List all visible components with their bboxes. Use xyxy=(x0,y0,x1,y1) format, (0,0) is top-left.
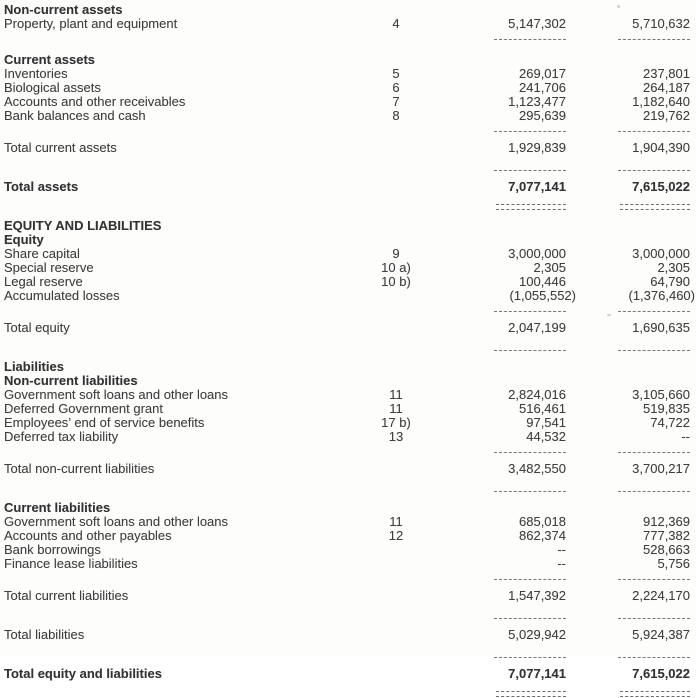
amount-prior-year: 7,615,022 xyxy=(632,666,690,681)
section-title: Liabilities xyxy=(4,359,64,374)
amount-prior-year: 519,835 xyxy=(643,401,690,416)
section-row xyxy=(4,3,690,17)
amount-current-year: 1,929,839 xyxy=(508,140,566,155)
amount-prior-year: 64,790 xyxy=(650,274,690,289)
line-item-row xyxy=(4,388,690,402)
amount-current-year: 269,017 xyxy=(519,66,566,81)
section-row xyxy=(4,501,690,515)
dashed-rule xyxy=(426,123,566,133)
note-ref: 11 xyxy=(389,401,403,416)
separator-row xyxy=(4,31,690,41)
row-label: Deferred tax liability xyxy=(4,429,119,444)
dashed-rule xyxy=(566,610,690,620)
amount-prior-year: 1,182,640 xyxy=(632,94,690,109)
note-ref: 4 xyxy=(392,16,400,31)
amount-prior-year: 912,369 xyxy=(643,514,690,529)
section-row xyxy=(4,233,690,247)
line-item-row xyxy=(4,529,690,543)
total-row xyxy=(4,454,690,483)
separator-row xyxy=(4,444,690,454)
total-row xyxy=(4,659,690,688)
amount-current-year: 1,547,392 xyxy=(508,588,566,603)
amount-current-year: 2,824,016 xyxy=(508,387,566,402)
amount-current-year: 2,047,199 xyxy=(508,320,566,335)
dashed-rule xyxy=(426,483,566,493)
separator-row xyxy=(4,483,690,493)
note-ref: 11 xyxy=(389,387,403,402)
section-row xyxy=(4,53,690,67)
separator-row xyxy=(4,342,690,352)
note-ref: 9 xyxy=(392,246,400,261)
amount-prior-year: 777,382 xyxy=(643,528,690,543)
row-label: Special reserve xyxy=(4,260,94,275)
dashed-rule xyxy=(426,303,566,313)
amount-current-year: 862,374 xyxy=(519,528,566,543)
line-item-row xyxy=(4,402,690,416)
amount-current-year: 516,461 xyxy=(519,401,566,416)
total-row xyxy=(4,133,690,162)
row-label: Accounts and other receivables xyxy=(4,94,186,109)
separator-row xyxy=(4,162,690,172)
line-item-row xyxy=(4,109,690,123)
amount-prior-year: 219,762 xyxy=(643,108,690,123)
amount-current-year: 1,123,477 xyxy=(508,94,566,109)
amount-prior-year: 528,663 xyxy=(643,542,690,557)
note-ref: 6 xyxy=(392,80,400,95)
section-title: Current assets xyxy=(4,52,96,67)
note-ref: 12 xyxy=(388,528,404,543)
row-label: Share capital xyxy=(4,246,80,261)
total-row xyxy=(4,581,690,610)
separator-row xyxy=(4,303,690,313)
section-title: Non-current liabilities xyxy=(4,373,138,388)
row-label: Legal reserve xyxy=(4,274,83,289)
note-ref: 7 xyxy=(392,94,400,109)
row-label: Finance lease liabilities xyxy=(4,556,138,571)
row-label: Government soft loans and other loans xyxy=(4,387,229,402)
amount-current-year: 2,305 xyxy=(533,260,566,275)
row-label: Total non-current liabilities xyxy=(4,461,155,476)
section-title: Current liabilities xyxy=(4,500,111,515)
separator-row xyxy=(4,649,690,659)
dashed-rule xyxy=(566,571,690,581)
amount-current-year: 97,541 xyxy=(526,415,566,430)
note-ref: 13 xyxy=(388,429,404,444)
row-label: Bank borrowings xyxy=(4,542,101,557)
row-label: Total equity and liabilities xyxy=(4,666,162,681)
double-rule xyxy=(566,688,690,698)
amount-current-year: 7,077,141 xyxy=(508,179,566,194)
scan-artifact xyxy=(617,5,620,8)
amount-current-year: 7,077,141 xyxy=(508,666,566,681)
amount-prior-year: 237,801 xyxy=(643,66,690,81)
dashed-rule xyxy=(566,123,690,133)
amount-prior-year: 2,305 xyxy=(657,260,690,275)
dashed-rule xyxy=(426,162,566,172)
line-item-row xyxy=(4,288,695,303)
dashed-rule xyxy=(426,31,566,41)
spacer xyxy=(4,352,690,360)
line-item-row xyxy=(4,557,690,571)
amount-prior-year: -- xyxy=(681,429,690,444)
line-item-row xyxy=(4,543,690,557)
amount-prior-year: 1,904,390 xyxy=(632,140,690,155)
dashed-rule xyxy=(566,649,690,659)
row-label: Deferred Government grant xyxy=(4,401,163,416)
row-label: Inventories xyxy=(4,66,68,81)
amount-current-year: -- xyxy=(557,542,566,557)
row-label: Total liabilities xyxy=(4,627,85,642)
dashed-rule xyxy=(426,610,566,620)
double-rule xyxy=(566,201,690,211)
amount-current-year: 5,029,942 xyxy=(508,627,566,642)
amount-prior-year: 5,710,632 xyxy=(632,16,690,31)
row-label: Property, plant and equipment xyxy=(4,16,178,31)
amount-prior-year: 3,105,660 xyxy=(632,387,690,402)
amount-prior-year: 74,722 xyxy=(650,415,690,430)
note-ref: 10 b) xyxy=(381,274,411,289)
row-label: Accumulated losses xyxy=(4,288,120,303)
spacer xyxy=(4,41,690,53)
line-item-row xyxy=(4,67,690,81)
row-label: Total current liabilities xyxy=(4,588,129,603)
dashed-rule xyxy=(426,649,566,659)
amount-prior-year: (1,376,460) xyxy=(628,288,695,303)
dashed-rule xyxy=(426,571,566,581)
dashed-rule xyxy=(426,444,566,454)
amount-current-year: 5,147,302 xyxy=(508,16,566,31)
amount-current-year: 3,000,000 xyxy=(508,246,566,261)
section-title: Non-current assets xyxy=(4,2,123,17)
line-item-row xyxy=(4,247,690,261)
amount-current-year: 295,639 xyxy=(519,108,566,123)
amount-current-year: 100,446 xyxy=(519,274,566,289)
section-title: Equity xyxy=(4,232,44,247)
scan-artifact xyxy=(607,314,611,316)
total-row xyxy=(4,313,690,342)
dashed-rule xyxy=(566,342,690,352)
row-label: Total assets xyxy=(4,179,79,194)
amount-current-year: 44,532 xyxy=(526,429,566,444)
amount-current-year: 685,018 xyxy=(519,514,566,529)
line-item-row xyxy=(4,416,690,430)
amount-current-year: 241,706 xyxy=(519,80,566,95)
row-label: Total equity xyxy=(4,320,70,335)
line-item-row xyxy=(4,95,690,109)
dashed-rule xyxy=(566,303,690,313)
double-rule xyxy=(426,201,566,211)
separator-row xyxy=(4,123,690,133)
total-row xyxy=(4,620,690,649)
amount-prior-year: 1,690,635 xyxy=(632,320,690,335)
row-label: Government soft loans and other loans xyxy=(4,514,229,529)
amount-prior-year: 3,000,000 xyxy=(632,246,690,261)
section-row xyxy=(4,374,690,388)
note-ref: 11 xyxy=(389,514,403,529)
section-row xyxy=(4,219,690,233)
amount-prior-year: 3,700,217 xyxy=(632,461,690,476)
amount-current-year: -- xyxy=(557,556,566,571)
total-row xyxy=(4,172,690,201)
line-item-row xyxy=(4,430,690,444)
amount-prior-year: 7,615,022 xyxy=(632,179,690,194)
amount-prior-year: 2,224,170 xyxy=(632,588,690,603)
line-item-row xyxy=(4,17,690,31)
amount-prior-year: 264,187 xyxy=(643,80,690,95)
line-item-row xyxy=(4,275,690,289)
amount-prior-year: 5,924,387 xyxy=(632,627,690,642)
section-title: EQUITY AND LIABILITIES xyxy=(4,218,162,233)
note-ref: 10 a) xyxy=(381,260,411,275)
amount-current-year: 3,482,550 xyxy=(508,461,566,476)
row-label: Accounts and other payables xyxy=(4,528,172,543)
row-label: Biological assets xyxy=(4,80,101,95)
dashed-rule xyxy=(426,342,566,352)
line-item-row xyxy=(4,515,690,529)
dashed-rule xyxy=(566,444,690,454)
double-rule-row xyxy=(4,688,690,698)
amount-prior-year: 5,756 xyxy=(657,556,690,571)
note-ref: 5 xyxy=(392,66,400,81)
note-ref: 17 b) xyxy=(381,415,411,430)
row-label: Total current assets xyxy=(4,140,117,155)
dashed-rule xyxy=(566,31,690,41)
line-item-row xyxy=(4,81,690,95)
row-label: Employees’ end of service benefits xyxy=(4,415,205,430)
section-row xyxy=(4,360,690,374)
dashed-rule xyxy=(566,162,690,172)
line-item-row xyxy=(4,261,690,275)
amount-current-year: (1,055,552) xyxy=(509,288,576,303)
separator-row xyxy=(4,571,690,581)
double-rule xyxy=(426,688,566,698)
note-ref: 8 xyxy=(392,108,400,123)
dashed-rule xyxy=(566,483,690,493)
row-label: Bank balances and cash xyxy=(4,108,146,123)
separator-row xyxy=(4,610,690,620)
double-rule-row xyxy=(4,201,690,211)
